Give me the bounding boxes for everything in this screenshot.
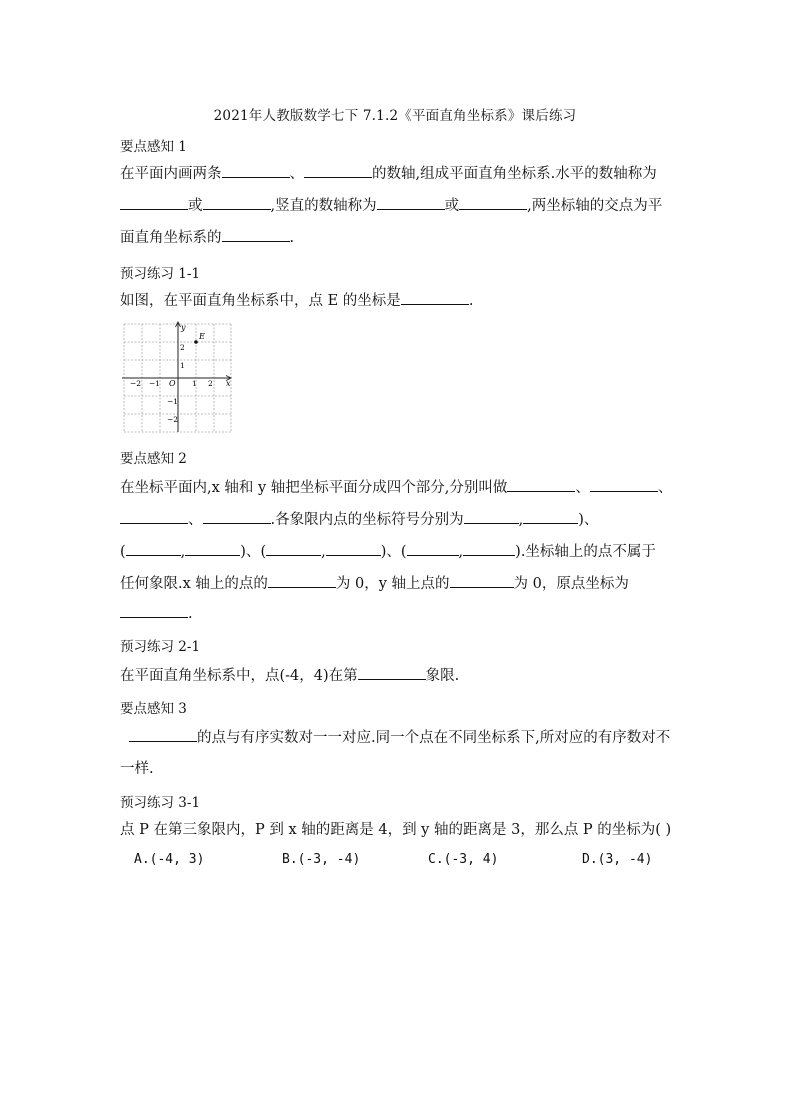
y-tick-label: −1 <box>167 397 179 406</box>
text: )、 <box>578 512 599 528</box>
practice-3-1-question: 点 P 在第三象限内，P 到 x 轴的距离是 4，到 y 轴的距离是 3，那么点 P 的坐标为( ) <box>120 822 672 838</box>
section-heading-3: 要点感知 3 <box>120 701 187 717</box>
text: 、 <box>575 480 590 496</box>
y-tick-label: 2 <box>180 343 185 352</box>
text: , <box>518 512 524 528</box>
text: ,竖直的数轴称为 <box>270 198 377 214</box>
text: 的数轴,组成平面直角坐标系.水平的数轴称为 <box>372 166 657 182</box>
practice-heading-3-1: 预习练习 3-1 <box>120 795 201 811</box>
answer-blank[interactable] <box>126 541 181 556</box>
option-c[interactable]: C.(-3, 4) <box>428 852 499 867</box>
origin-label: O <box>169 379 176 388</box>
text: 、 <box>289 166 304 182</box>
section-heading-2: 要点感知 2 <box>120 451 187 467</box>
text: 为 0，y 轴上点的 <box>335 576 450 592</box>
x-tick-label: 2 <box>208 379 213 388</box>
answer-blank[interactable] <box>268 573 336 588</box>
point-e-label: E <box>199 332 205 341</box>
y-tick-label: 1 <box>180 361 185 370</box>
answer-blank[interactable] <box>222 163 290 178</box>
x-tick-label: 1 <box>192 379 197 388</box>
x-tick-label: −2 <box>130 379 142 388</box>
answer-blank[interactable] <box>507 477 575 492</box>
text: 、 <box>188 512 203 528</box>
answer-blank[interactable] <box>401 290 469 305</box>
section-1-line-2 <box>120 195 665 217</box>
text: ( <box>120 544 126 560</box>
text: 在平面内画两条 <box>120 166 222 182</box>
text: 为 0，原点坐标为 <box>513 576 629 592</box>
answer-blank[interactable] <box>407 541 459 556</box>
section-1-line-3 <box>120 227 665 249</box>
section-3-line-2: 一样. <box>120 761 154 777</box>
answer-blank[interactable] <box>450 573 514 588</box>
answer-blank[interactable] <box>464 509 519 524</box>
answer-blank[interactable] <box>304 163 372 178</box>
text: 面直角坐标系的 <box>120 230 222 246</box>
section-2-line-3 <box>120 541 665 563</box>
answer-blank[interactable] <box>203 195 271 210</box>
section-2-line-4 <box>120 573 665 595</box>
text: , <box>458 544 464 560</box>
answer-blank[interactable] <box>120 603 188 618</box>
section-2-line-2 <box>120 509 665 531</box>
text: ).坐标轴上的点不属于 <box>515 544 656 560</box>
answer-blank[interactable] <box>222 227 290 242</box>
option-d[interactable]: D.(3, -4) <box>582 852 653 867</box>
x-tick-label: −1 <box>149 379 161 388</box>
answer-blank[interactable] <box>326 541 381 556</box>
answer-blank[interactable] <box>129 727 197 742</box>
option-a[interactable]: A.(-4, 3) <box>134 852 205 867</box>
text: ,两坐标轴的交点为平 <box>527 198 663 214</box>
text: 如图，在平面直角坐标系中，点 E 的坐标是 <box>120 293 401 309</box>
text: 、 <box>657 480 673 496</box>
practice-1-1-question <box>120 290 665 312</box>
y-axis-label: y <box>181 323 186 332</box>
text: . <box>468 293 474 309</box>
answer-blank[interactable] <box>523 509 578 524</box>
option-b[interactable]: B.(-3, -4) <box>282 852 361 867</box>
practice-heading-1-1: 预习练习 1-1 <box>120 266 201 282</box>
answer-blank[interactable] <box>463 541 515 556</box>
answer-blank[interactable] <box>120 509 188 524</box>
answer-blank[interactable] <box>459 195 527 210</box>
text: .各象限内点的坐标符号分别为 <box>270 512 464 528</box>
text: . <box>188 606 193 622</box>
text: )、( <box>380 544 407 560</box>
text: 或 <box>444 198 460 214</box>
text: )、( <box>240 544 267 560</box>
section-2-line-1 <box>120 477 673 499</box>
text: 在平面直角坐标系中，点(-4，4)在第 <box>120 668 358 684</box>
section-1-line-1 <box>120 163 665 185</box>
practice-2-1-question <box>120 665 665 687</box>
text: 象限. <box>425 668 460 684</box>
coordinate-graph <box>120 320 235 435</box>
answer-blank[interactable] <box>377 195 445 210</box>
answer-blank[interactable] <box>120 195 188 210</box>
text: , <box>321 544 326 560</box>
section-2-line-5 <box>120 603 665 625</box>
section-3-line-1 <box>120 727 671 749</box>
x-axis-label: x <box>226 379 231 388</box>
answer-blank[interactable] <box>590 477 658 492</box>
text: 或 <box>188 198 203 214</box>
text: 的点与有序实数对一一对应.同一个点在不同坐标系下,所对应的有序数对不 <box>197 730 671 746</box>
text: 任何象限.x 轴上的点的 <box>120 576 268 592</box>
y-tick-label: −2 <box>167 415 179 424</box>
point-e <box>194 340 198 344</box>
page-title: 2021年人教版数学七下 7.1.2《平面直角坐标系》课后练习 <box>213 108 577 124</box>
answer-blank[interactable] <box>358 665 426 680</box>
answer-blank[interactable] <box>203 509 271 524</box>
answer-blank[interactable] <box>185 541 240 556</box>
text: 在坐标平面内,x 轴和 y 轴把坐标平面分成四个部分,分别叫做 <box>120 480 508 496</box>
text: . <box>289 230 295 246</box>
text: , <box>180 544 186 560</box>
answer-blank[interactable] <box>266 541 321 556</box>
section-heading-1: 要点感知 1 <box>120 139 187 155</box>
practice-heading-2-1: 预习练习 2-1 <box>120 639 201 655</box>
